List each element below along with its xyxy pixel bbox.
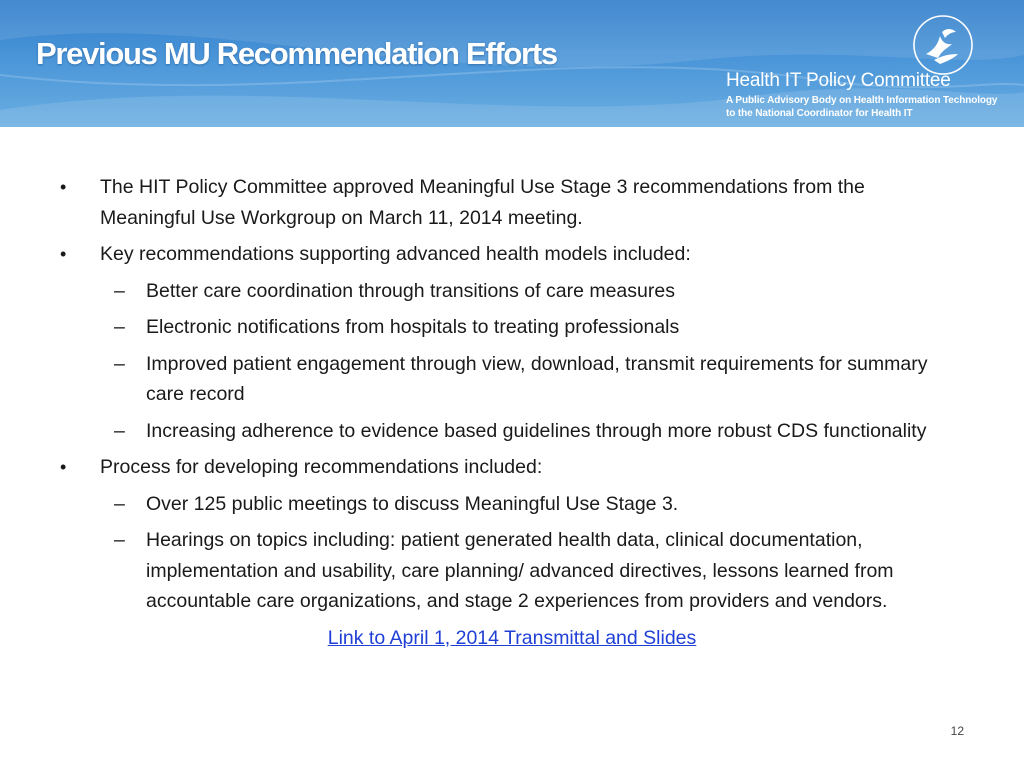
bullet-item [60, 452, 964, 483]
dash-marker: – [114, 529, 125, 551]
sub-bullet-text: Over 125 public meetings to discuss Meaningful Use Stage 3. [146, 492, 679, 515]
org-tagline-1: A Public Advisory Body on Health Information Technology [726, 95, 998, 106]
sub-bullet-item [114, 349, 964, 410]
bullet-marker: • [60, 244, 67, 264]
dash-marker: – [114, 352, 125, 375]
dash-marker: – [114, 492, 125, 515]
sub-bullet-item [114, 416, 964, 447]
sub-bullet-text: Hearings on topics including: patient generated health data, clinical documentation, implementation and usability, care planning/ advanced directives, lessons learned from accountable care organizations, and stage 2 experiences from providers and vendors. [146, 529, 894, 612]
sub-bullet-item [114, 312, 964, 343]
sub-bullet-text: Improved patient engagement through view, download, transmit requirements for summary care record [146, 352, 928, 405]
sub-bullet-item [114, 276, 964, 307]
sub-bullet-text: Better care coordination through transitions of care measures [146, 279, 675, 302]
slide-title: Previous MU Recommendation Efforts [36, 36, 557, 71]
transmittal-link[interactable]: Link to April 1, 2014 Transmittal and Slides [327, 626, 697, 649]
bullet-marker: • [60, 177, 67, 197]
slide-body [0, 172, 1024, 653]
bullet-text: The HIT Policy Committee approved Meaningful Use Stage 3 recommendations from the Meaningful Use Workgroup on March 11, 2014 meeting. [100, 176, 865, 229]
header-banner [0, 0, 1024, 127]
bullet-text: Key recommendations supporting advanced health models included: [100, 243, 691, 265]
sub-bullet-item [114, 489, 964, 520]
sub-bullet-item [114, 525, 964, 617]
bullet-item [60, 172, 964, 233]
dash-marker: – [114, 316, 125, 338]
sub-bullet-text: Electronic notifications from hospitals to treating professionals [146, 316, 680, 338]
dash-marker: – [114, 419, 125, 442]
org-tagline-2: to the National Coordinator for Health IT [726, 108, 913, 119]
hhs-eagle-icon [912, 14, 974, 76]
transmittal-link-line [0, 623, 1024, 654]
page-number: 12 [950, 724, 964, 738]
hitpc-logo [726, 14, 1016, 122]
sub-bullet-text: Increasing adherence to evidence based guidelines through more robust CDS functionality [146, 419, 927, 442]
bullet-item [60, 239, 964, 270]
org-name: Health IT Policy Committee [726, 70, 951, 91]
dash-marker: – [114, 279, 125, 302]
bullet-text: Process for developing recommendations included: [100, 456, 543, 478]
bullet-marker: • [60, 457, 67, 477]
